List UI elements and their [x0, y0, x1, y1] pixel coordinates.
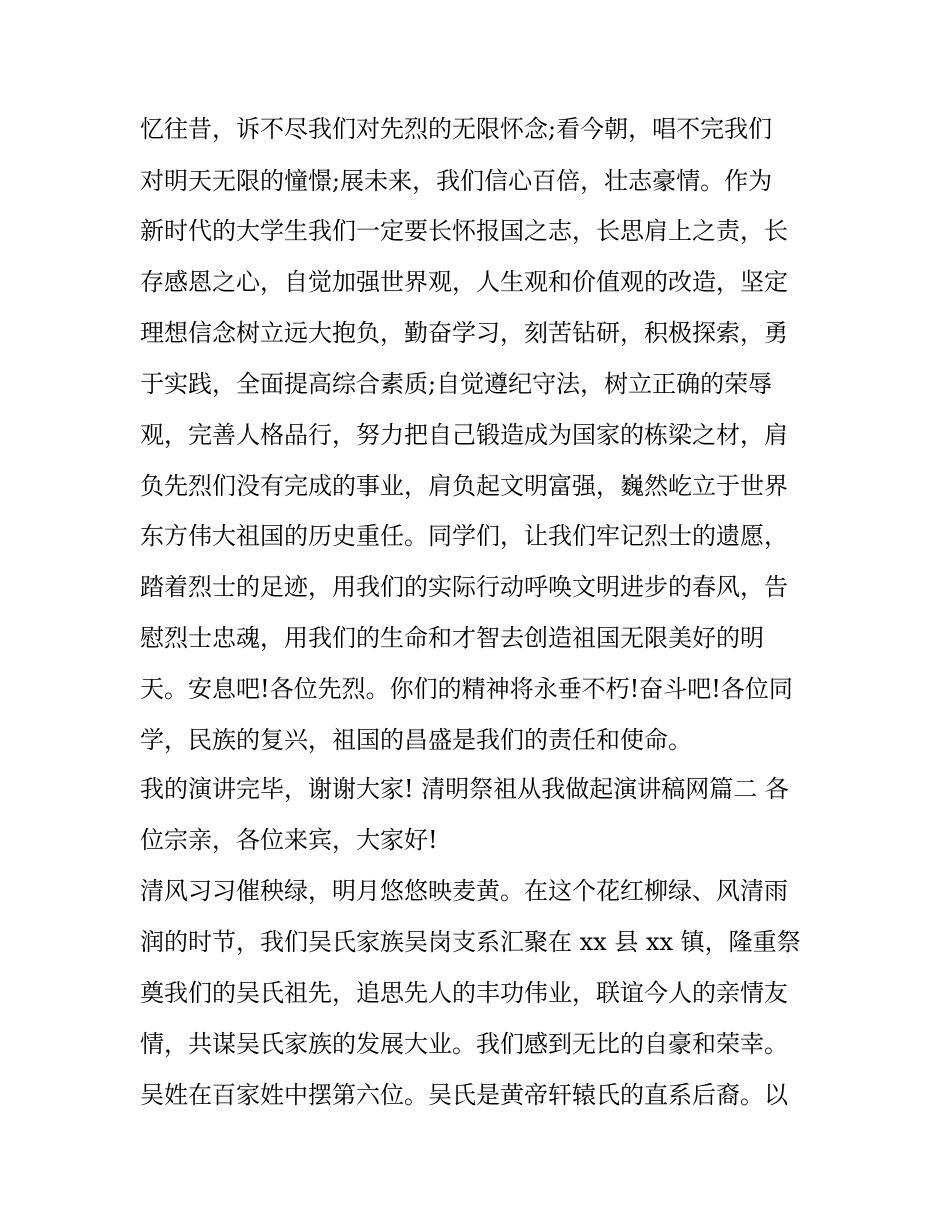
text-line: 吴姓在百家姓中摆第六位。吴氏是黄帝轩辕氏的直系后裔。以: [140, 1081, 788, 1109]
text-line: 新时代的大学生我们一定要长怀报国之志，长思肩上之责，长: [140, 217, 788, 245]
text-line: 润的时节，我们吴氏家族吴岗支系汇聚在 xx 县 xx 镇，隆重祭: [140, 928, 801, 956]
text-line: 天。安息吧!各位先烈。你们的精神将永垂不朽!奋斗吧!各位同: [140, 675, 793, 703]
text-line: 对明天无限的憧憬;展未来，我们信心百倍，壮志豪情。作为: [140, 167, 773, 195]
text-line: 东方伟大祖国的历史重任。同学们，让我们牢记烈士的遗愿，: [140, 522, 788, 550]
text-line: 奠我们的吴氏祖先，追思先人的丰功伟业，联谊今人的亲情友: [140, 979, 788, 1007]
text-line: 观，完善人格品行，努力把自己锻造成为国家的栋梁之材，肩: [140, 421, 788, 449]
text-line: 于实践，全面提高综合素质;自觉遵纪守法，树立正确的荣辱: [140, 370, 773, 398]
text-line: 存感恩之心，自觉加强世界观，人生观和价值观的改造，坚定: [140, 268, 788, 296]
text-line: 情，共谋吴氏家族的发展大业。我们感到无比的自豪和荣幸。: [140, 1030, 788, 1058]
text-line: 忆往昔，诉不尽我们对先烈的无限怀念;看今朝，唱不完我们: [140, 115, 773, 143]
text-line: 清风习习催秧绿，明月悠悠映麦黄。在这个花红柳绿、风清雨: [140, 877, 788, 905]
text-line: 学，民族的复兴，祖国的昌盛是我们的责任和使命。: [140, 726, 692, 754]
text-line: 位宗亲，各位来宾，大家好!: [140, 826, 438, 854]
text-line: 理想信念树立远大抱负，勤奋学习，刻苦钻研，积极探索，勇: [140, 319, 788, 347]
text-line: 慰烈士忠魂，用我们的生命和才智去创造祖国无限美好的明: [140, 624, 764, 652]
text-line: 我的演讲完毕，谢谢大家! 清明祭祖从我做起演讲稿网篇二 各: [140, 775, 789, 803]
text-line: 负先烈们没有完成的事业，肩负起文明富强，巍然屹立于世界: [140, 472, 788, 500]
text-line: 踏着烈士的足迹，用我们的实际行动呼唤文明进步的春风，告: [140, 573, 788, 601]
